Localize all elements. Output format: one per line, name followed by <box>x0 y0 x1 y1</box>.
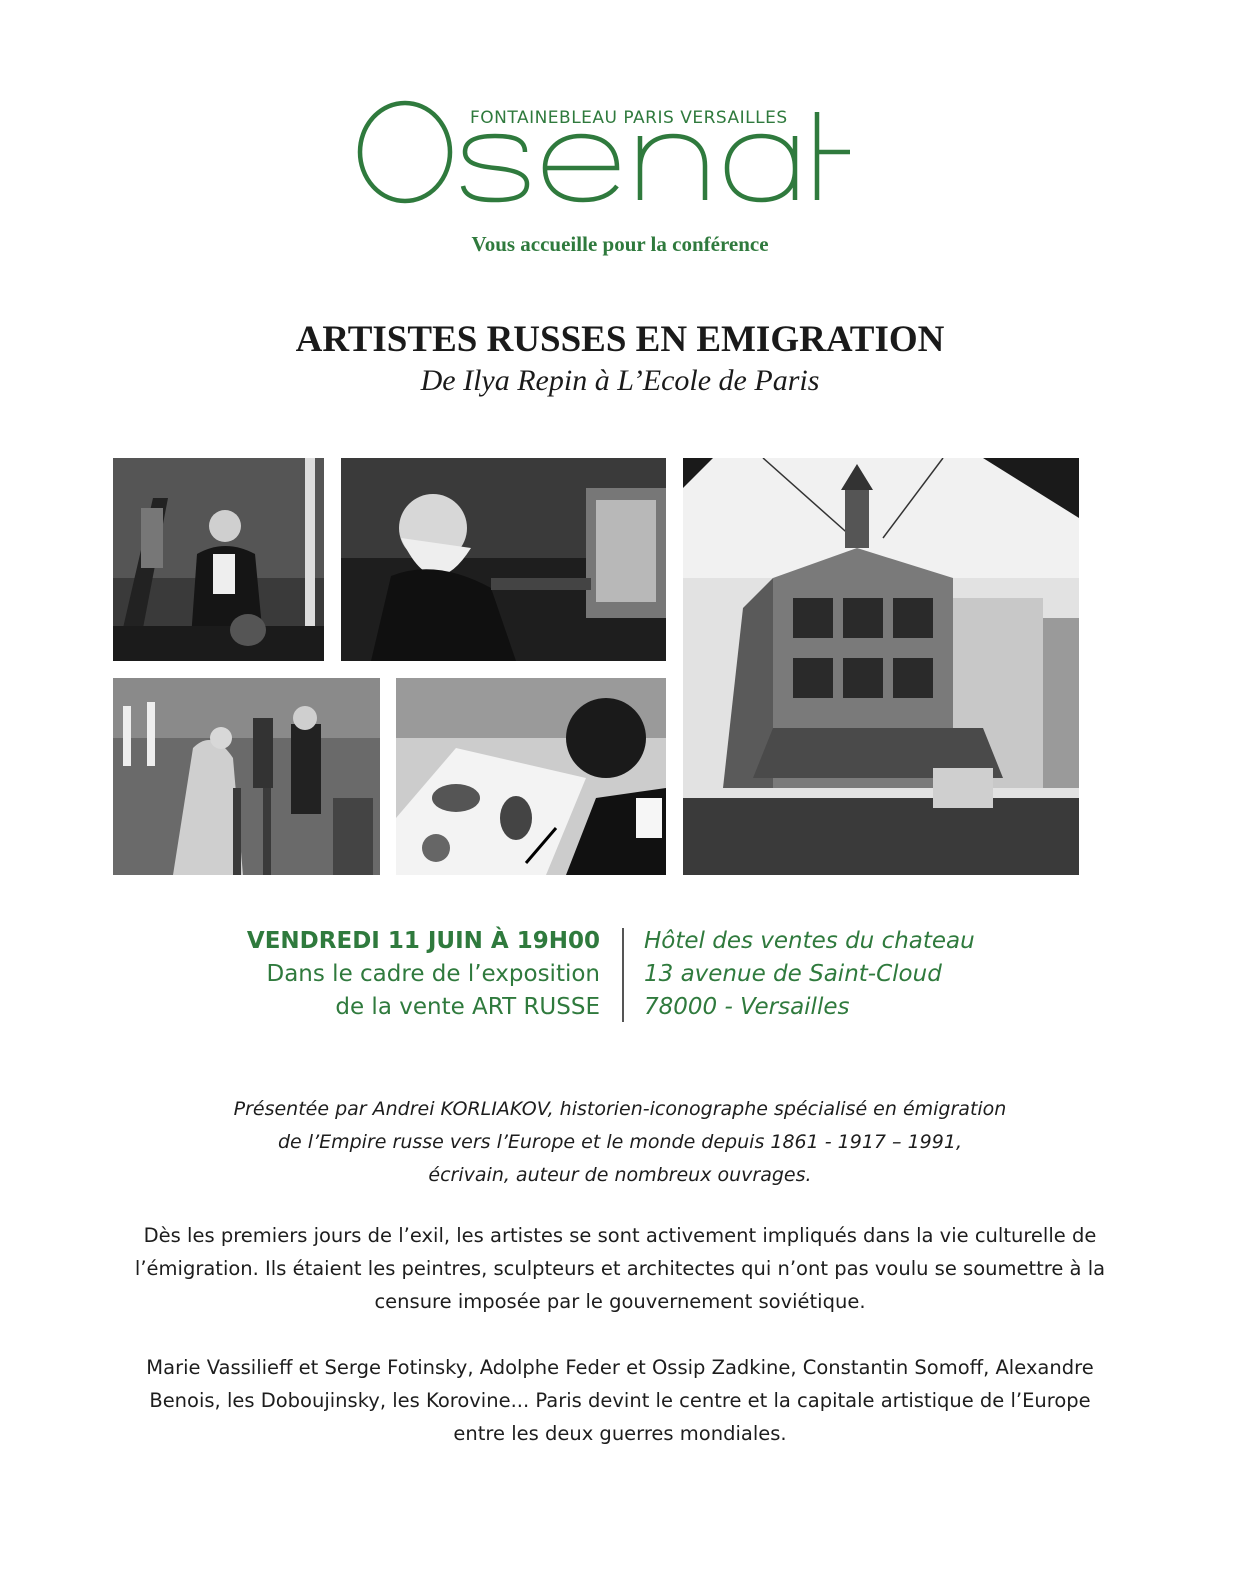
paragraph-line: Dès les premiers jours de l’exil, les artistes se sont activement impliqués dans la vie culturelle de <box>143 1224 1097 1247</box>
conference-title: ARTISTES RUSSES EN EMIGRATION <box>295 319 945 360</box>
paragraph-line: Benois, les Doboujinsky, les Korovine... Paris devint le centre et la capitale artistique de l’Europe <box>149 1389 1091 1412</box>
presenter-line: de l’Empire russe vers l’Europe et le monde depuis 1861 - 1917 – 1991, <box>278 1131 962 1153</box>
photo-sculptor-with-model <box>113 678 380 875</box>
event-context-line1: Dans le cadre de l’exposition <box>266 961 600 987</box>
event-details <box>150 925 600 1024</box>
brand-cities: FONTAINEBLEAU PARIS VERSAILLES <box>470 108 788 128</box>
paragraph-line: entre les deux guerres mondiales. <box>453 1422 787 1445</box>
presenter-line: Présentée par Andrei KORLIAKOV, historien-iconographe spécialisé en émigration <box>233 1098 1007 1120</box>
event-context-line2: de la vente ART RUSSE <box>335 994 600 1020</box>
photo-artist-drawing <box>396 678 666 875</box>
venue-city: 78000 - Versailles <box>644 994 850 1020</box>
event-divider <box>622 928 624 1022</box>
paragraph-line: censure imposée par le gouvernement soviétique. <box>374 1290 866 1313</box>
photo-la-ruche-building <box>683 458 1079 875</box>
event-date: VENDREDI 11 JUIN À 19H00 <box>246 928 600 954</box>
welcome-text: Vous accueille pour la conférence <box>471 232 769 256</box>
photo-bearded-painter <box>341 458 666 661</box>
paragraph-exile <box>100 1219 1140 1318</box>
presenter-line: écrivain, auteur de nombreux ouvrages. <box>428 1164 812 1186</box>
photo-painter-at-easel <box>113 458 324 661</box>
brand-header <box>0 0 1240 220</box>
venue-name: Hôtel des ventes du chateau <box>644 928 975 954</box>
paragraph-line: Marie Vassilieff et Serge Fotinsky, Adolphe Feder et Ossip Zadkine, Constantin Somoff, Alexandre <box>146 1356 1094 1379</box>
paragraph-artists <box>100 1351 1140 1450</box>
event-location <box>644 925 1104 1024</box>
conference-subtitle: De Ilya Repin à L’Ecole de Paris <box>420 364 820 397</box>
paragraph-line: l’émigration. Ils étaient les peintres, sculpteurs et architectes qui n’ont pas voulu se soumettre à la <box>134 1257 1106 1280</box>
venue-street: 13 avenue de Saint-Cloud <box>644 961 942 987</box>
presenter-info <box>100 1093 1140 1192</box>
osenat-logo <box>355 100 850 205</box>
